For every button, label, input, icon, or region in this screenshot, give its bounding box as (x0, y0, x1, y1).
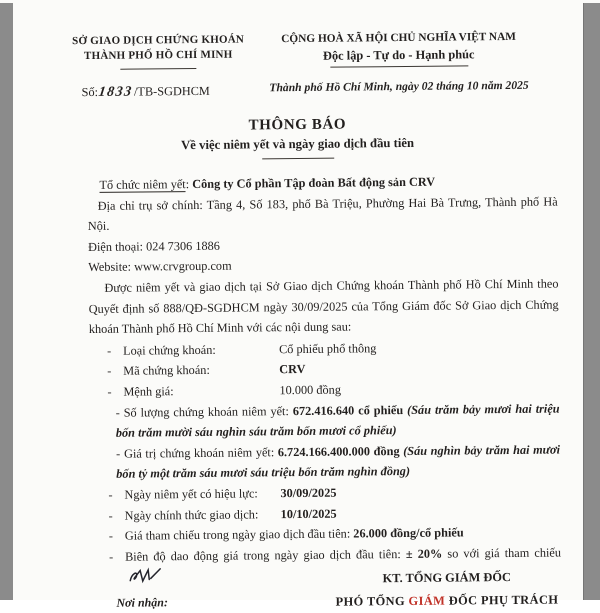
dash-bullet: - (108, 508, 113, 523)
detail-value: 30/09/2025 (280, 485, 337, 501)
detail-value: 6.724.166.400.000 đồng (277, 443, 400, 459)
dash-bullet: - (107, 364, 112, 379)
detail-label: Mệnh giá: (123, 384, 174, 399)
dash-bullet: - (115, 446, 121, 461)
detail-value: 10.000 đồng (279, 382, 341, 398)
signer-subtitle-part2: ĐỐC PHỤ TRÁCH (445, 592, 559, 608)
detail-label: Giá tham chiếu trong ngày giao dịch đầu tiên: (124, 526, 354, 543)
decision-paragraph: Được niêm yết và giao dịch tại Sở Giao dịch Chứng khoán Thành phố Hồ Chí Minh theo Quyết định số 888/QĐ-SGDHCM ngày 30/09/2025 của Tổng Giám đốc Sở Giao dịch Chứng khoán Thành phố Hồ Chí Minh với các nội dung sau: (88, 276, 559, 337)
detail-listed-quantity (90, 398, 560, 444)
handwritten-number: 1833 (98, 84, 135, 100)
document-subtitle: Về việc niêm yết và ngày giao dịch đầu tiên (181, 135, 415, 153)
detail-value-in-words: (Sáu trăm bảy mươi hai triệu bốn trăm mười sáu nghìn sáu trăm bốn mươi cổ phiếu) (115, 401, 560, 440)
detail-value: Cổ phiếu phổ thông (278, 341, 377, 356)
org-name-line2: THÀNH PHỐ HỒ CHÍ MINH (83, 48, 233, 63)
phone-line: Điện thoại: 024 7306 1886 (87, 238, 220, 254)
org-underline (120, 68, 196, 70)
document-body (12, 170, 587, 588)
signature-block (314, 569, 579, 610)
document-number-line (54, 83, 264, 101)
signer-subtitle-part1: PHÓ TỔNG (335, 593, 409, 609)
detail-value: 26.000 đồng/cổ phiếu (353, 525, 464, 541)
document-number-suffix: /TB-SGDHCM (133, 83, 210, 99)
dash-bullet: - (108, 549, 114, 564)
org-name-line1: SỞ GIAO DỊCH CHỨNG KHOÁN (72, 33, 245, 48)
place-date-line: Thành phố Hồ Chí Minh, ngày 02 tháng 10 năm 2025 (269, 78, 529, 95)
dash-bullet: - (108, 528, 114, 543)
dash-bullet: - (115, 405, 120, 420)
motto-underline (330, 65, 468, 67)
address-line: Địa chỉ trụ sở chính: Tầng 4, Số 183, phố Bà Triệu, Phường Hai Bà Trưng, Thành phố Hà Nội. (87, 194, 558, 234)
title-block (12, 113, 583, 161)
handwritten-initials-icon (128, 568, 162, 585)
detail-label: Giá trị chứng khoán niêm yết: (123, 444, 275, 461)
detail-label: Ngày niêm yết có hiệu lực: (124, 486, 258, 502)
document-content (11, 0, 588, 610)
signer-title: KT. TỔNG GIÁM ĐỐC (382, 569, 511, 586)
detail-suffix: so với giá tham chiếu (442, 545, 562, 561)
dash-bullet: - (107, 384, 112, 399)
title-underline (262, 158, 334, 160)
detail-value: ± 20% (405, 546, 443, 561)
document-number-prefix: Số: (81, 84, 99, 100)
document-title: THÔNG BÁO (248, 116, 347, 134)
detail-label: Ngày chính thức giao dịch: (124, 506, 259, 523)
website-line: Website: www.crvgroup.com (88, 259, 232, 275)
issuer-name: Công ty Cổ phần Tập đoàn Bất động sản CRV (192, 174, 436, 192)
details-list (89, 336, 561, 588)
issuing-org-block (53, 32, 264, 101)
issuer-label: Tổ chức niêm yết (99, 177, 186, 192)
detail-label: Loại chứng khoán: (122, 342, 216, 358)
document-header (11, 29, 583, 101)
detail-value: 672.416.640 cổ phiếu (292, 402, 404, 418)
national-motto-line2: Độc lập - Tự do - Hạnh phúc (322, 47, 475, 63)
detail-value-in-words: (Sáu nghìn bảy trăm hai mươi bốn tỷ một trăm sáu mươi sáu triệu bốn trăm nghìn đồng) (116, 442, 561, 482)
detail-value: 10/10/2025 (280, 506, 337, 521)
dash-bullet: - (108, 487, 113, 502)
detail-value: CRV (279, 362, 306, 377)
national-motto-line1: CỘNG HOÀ XÃ HỘI CHỦ NGHĨA VIỆT NAM (281, 30, 516, 46)
issuer-colon: : (185, 177, 193, 192)
dash-bullet: - (106, 343, 112, 358)
detail-listed-value (90, 439, 560, 485)
signer-subtitle-cut (314, 592, 579, 610)
detail-label: Mã chứng khoán: (123, 363, 210, 379)
national-header-block (263, 30, 553, 100)
red-stamp-mark: GIÁM (408, 593, 446, 608)
detail-label: Số lượng chứng khoán niêm yết: (123, 403, 289, 420)
recipients-label-cut: Nơi nhận: (116, 595, 169, 610)
detail-label: Biên độ dao động giá trong ngày giao dịch đầu tiên: (124, 546, 406, 564)
